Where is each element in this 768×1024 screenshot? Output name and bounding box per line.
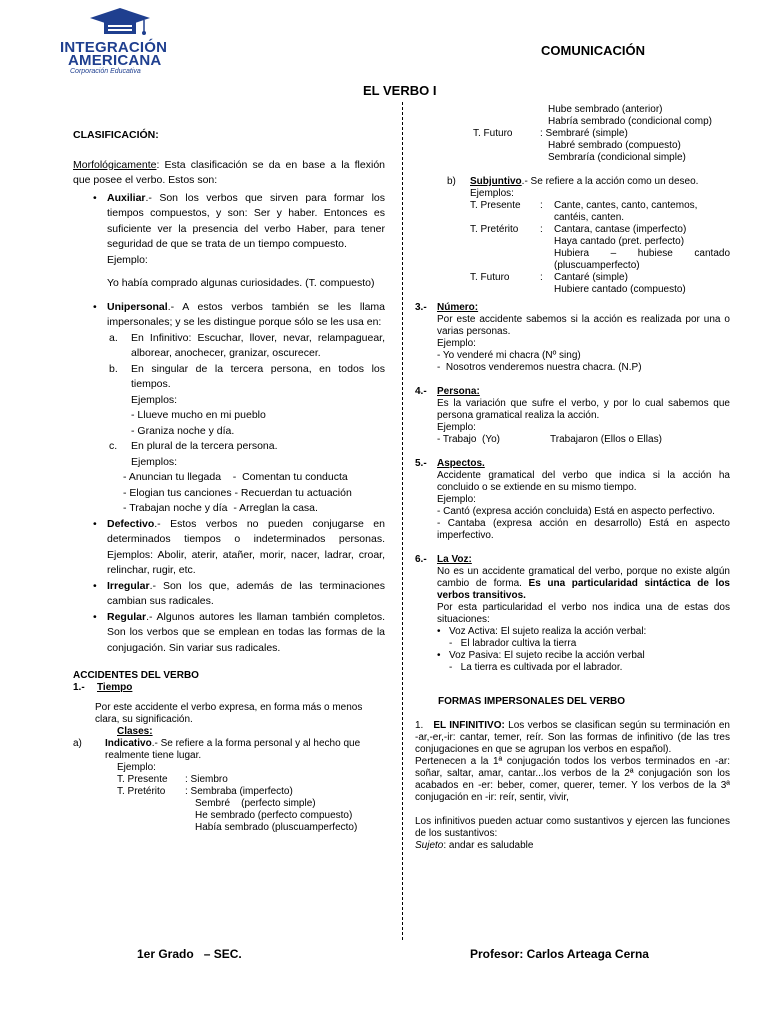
- infinitivo-paragraph-3: Los infinitivos pueden actuar como sustantivos y ejercen las funciones de los sustantivos:: [415, 816, 730, 839]
- section-number: 6.-: [415, 554, 427, 565]
- indicativo-preterito-row: [73, 786, 385, 798]
- indicativo-preterito-4: Había sembrado (pluscuamperfecto): [195, 822, 358, 833]
- aspectos-example-2: - Cantaba (expresa acción en desarrollo) Está en aspecto imperfectivo.: [437, 518, 730, 541]
- indicativo-futuro-row: [415, 128, 730, 140]
- auxiliar-example: Yo había comprado algunas curiosidades. (T. compuesto): [107, 277, 375, 289]
- indicativo-preterito-2: Sembré (perfecto simple): [195, 798, 316, 809]
- subjuntivo-preterito-2: Haya cantado (pret. perfecto): [554, 236, 685, 247]
- unipersonal-b-example-label: Ejemplos:: [131, 393, 178, 406]
- unipersonal-item-c: [73, 439, 385, 455]
- tense-value: Cante, cantes, canto, cantemos, cantéis, canten.: [554, 200, 698, 223]
- infinitivo-text: Los verbos se clasifican según su terminación en -ar,-er,-ir: cantar, temer, reír. Son las formas de infinitivo (de las tres conjugaciones en que se agrupan los verbos en español).: [415, 720, 730, 755]
- subjuntivo-preterito-row: [415, 224, 730, 236]
- indicativo-preterito-3: He sembrado (perfecto compuesto): [195, 810, 353, 821]
- voz-text-bold: Es una particularidad sintáctica de los verbos transitivos.: [437, 578, 730, 601]
- subjuntivo-example-label: Ejemplos:: [470, 188, 514, 199]
- auxiliar-text: .- Son los verbos que sirven para formar los tiempos compuestos, y son: Ser y haber. Entonces es suficiente ver la presencia del verbo Haber, para tener seguridad de que se trata de un tiempo compuesto.: [107, 191, 385, 250]
- sujeto-example: [415, 840, 730, 852]
- accident-label: Tiempo: [97, 682, 133, 693]
- unipersonal-item-a: [73, 331, 385, 362]
- numero-example-1: - Yo venderé mi chacra (Nº sing): [437, 350, 581, 361]
- section-number: 5.-: [415, 458, 427, 469]
- left-column: [73, 128, 385, 834]
- subjuntivo-text: .- Se refiere a la acción como un deseo.: [521, 176, 699, 187]
- section-number: 3.-: [415, 302, 427, 313]
- list-item-defectivo: [73, 517, 385, 579]
- section-number: 4.-: [415, 386, 427, 397]
- persona-example-1: - Trabajo (Yo): [437, 434, 500, 445]
- unipersonal-item-b: [73, 362, 385, 393]
- auxiliar-label: Auxiliar: [107, 191, 146, 204]
- defectivo-label: Defectivo: [107, 517, 155, 530]
- indicativo-presente-row: [73, 774, 385, 786]
- voz-activa-example: - El labrador cultiva la tierra: [449, 638, 577, 649]
- indicativo-preterito-6: Habría sembrado (condicional comp): [548, 116, 712, 127]
- section-label: Número:: [437, 302, 479, 313]
- logo-line2: AMERICANA: [68, 52, 162, 69]
- tense-value: : Sembraba (imperfecto): [185, 786, 293, 797]
- voz-pasiva-text: Voz Pasiva: El sujeto recibe la acción verbal: [449, 650, 645, 661]
- list-item-regular: [73, 610, 385, 657]
- indicativo-example-label: Ejemplo:: [117, 762, 156, 773]
- voz-pasiva-item: • Voz Pasiva: El sujeto recibe la acción verbal: [437, 650, 645, 661]
- morphology-text: : Esta clasificación se da en base a la flexión que posee el verbo. Estos son:: [73, 158, 385, 186]
- voz-heading: [415, 554, 730, 566]
- infinitivo-label: EL INFINITIVO:: [433, 720, 505, 731]
- morphology-paragraph: [73, 158, 385, 189]
- persona-example-label: Ejemplo:: [437, 422, 476, 433]
- voz-activa-item: • Voz Activa: El sujeto realiza la acción verbal:: [437, 626, 647, 637]
- tense-value: : Siembro: [185, 774, 228, 785]
- item-text: En plural de la tercera persona.: [131, 440, 278, 452]
- irregular-label: Irregular: [107, 579, 150, 592]
- indicativo-text: .- Se refiere a la forma personal y al hecho que realmente tiene lugar.: [105, 738, 361, 761]
- logo-line1: INTEGRACIÓN: [60, 39, 168, 56]
- footer-teacher: Profesor: Carlos Arteaga Cerna: [470, 947, 649, 961]
- section-label: Persona:: [437, 386, 480, 397]
- tense-colon: :: [540, 272, 543, 283]
- item-letter: b): [447, 176, 456, 187]
- tense-label: T. Presente: [470, 200, 521, 211]
- defectivo-text: .- Estos verbos no pueden conjugarse en determinados tiempos o indeterminados personas. Ejemplos: Abolir, aterir, atañer, morir, nacer, ladrar, croar, relinchar, rugir, etc.: [107, 517, 385, 576]
- numero-example-2: - Nosotros venderemos nuestra chacra. (N.P): [437, 362, 642, 373]
- tense-colon: :: [540, 200, 543, 211]
- unipersonal-b-example-1: - Llueve mucho en mi pueblo: [131, 409, 266, 421]
- tense-label: T. Pretérito: [117, 786, 166, 797]
- item-text: En Infinitivo: Escuchar, llover, nevar, relampaguear, alborear, anochecer, granizar, oscurecer.: [131, 331, 385, 359]
- aspectos-heading: [415, 458, 730, 470]
- irregular-text: .- Son los que, además de las terminaciones cambian sus radicales.: [107, 579, 385, 607]
- item-letter: c.: [109, 440, 118, 452]
- indicativo-futuro-2: Habré sembrado (compuesto): [548, 140, 681, 151]
- infinitivo-paragraph-2: Pertenecen a la 1ª conjugación todos los verbos terminados en -ar: soñar, saltar, amar, cantar...los verbos de la 2ª conjugación son los acabados en -er: beber, comer, querer, temer. Y los verbos de la 3ª conjugación en -ir: reír, sentir, vivir,: [415, 756, 730, 803]
- unipersonal-c-example-label: Ejemplos:: [131, 455, 178, 468]
- column-divider: [402, 102, 403, 940]
- tense-label: T. Futuro: [473, 128, 513, 139]
- footer-grade: 1er Grado – SEC.: [137, 947, 242, 961]
- subjuntivo-preterito-3: Hubiera – hubiese cantado (pluscuamperfecto): [554, 248, 730, 271]
- persona-text: Es la variación que sufre el verbo, y por lo cual sabemos que persona gramatical realiza la acción.: [437, 398, 730, 421]
- voz-text-plain: No es un accidente gramatical del verbo, porque no existe algún cambio de forma.: [437, 566, 730, 589]
- item-letter: b.: [109, 362, 118, 375]
- subjuntivo-label: Subjuntivo: [470, 176, 522, 187]
- accident-number: 1.-: [73, 682, 85, 693]
- section-number: 1.: [415, 720, 424, 731]
- sujeto-label: Sujeto: [415, 840, 444, 851]
- clases-label: Clases:: [117, 726, 153, 737]
- infinitivo-paragraph: [415, 720, 730, 756]
- subjuntivo-futuro-2: Hubiere cantado (compuesto): [554, 284, 686, 295]
- list-item-unipersonal: [73, 300, 385, 331]
- subjuntivo-futuro-row: [415, 272, 730, 284]
- indicativo-item: [73, 738, 385, 762]
- subjuntivo-presente-row: [415, 200, 730, 224]
- unipersonal-b-example-2: - Graniza noche y día.: [131, 424, 235, 437]
- unipersonal-label: Unipersonal: [107, 300, 168, 313]
- unipersonal-text: .- A estos verbos también se les llama impersonales; y se les distingue porque sólo se les usa en:: [107, 300, 385, 328]
- indicativo-futuro-3: Sembraría (condicional simple): [548, 152, 686, 163]
- indicativo-preterito-5: Hube sembrado (anterior): [548, 104, 663, 115]
- item-letter: a): [73, 738, 82, 749]
- persona-example-2: Trabajaron (Ellos o Ellas): [550, 434, 662, 445]
- subjuntivo-item: [415, 176, 730, 188]
- graduation-cap-icon: [88, 6, 152, 38]
- item-letter: a.: [109, 331, 118, 344]
- numero-text: Por este accidente sabemos si la acción es realizada por una o varias personas.: [437, 314, 730, 337]
- numero-heading: [415, 302, 730, 314]
- morphology-label: Morfológicamente: [73, 158, 157, 171]
- section-heading-formas: FORMAS IMPERSONALES DEL VERBO: [438, 696, 626, 707]
- persona-heading: [415, 386, 730, 398]
- subject-title: COMUNICACIÓN: [541, 43, 645, 58]
- voz-activa-text: Voz Activa: El sujeto realiza la acción verbal:: [449, 626, 647, 637]
- tense-label: T. Presente: [117, 774, 168, 785]
- regular-text: .- Algunos autores les llaman también completos. Son los verbos que se emplean en todas las formas de la conjugación. Sin variar sus radicales.: [107, 610, 385, 654]
- accident-1-text: Por este accidente el verbo expresa, en forma más o menos clara, su significación.: [95, 702, 363, 725]
- tense-colon: :: [540, 224, 543, 235]
- persona-example-row: [415, 434, 730, 446]
- voz-pasiva-example: - La tierra es cultivada por el labrador.: [449, 662, 623, 673]
- aspectos-text: Accidente gramatical del verbo que indica si la acción ha concluido o se extiende en su mismo tiempo.: [437, 470, 730, 493]
- section-heading-accidentes: ACCIDENTES DEL VERBO: [73, 670, 199, 681]
- regular-label: Regular: [107, 610, 147, 623]
- item-text: En singular de la tercera persona, en todos los tiempos.: [131, 362, 385, 390]
- unipersonal-c-example-3: - Trabajan noche y día - Arreglan la casa.: [123, 502, 318, 514]
- school-logo: [60, 6, 180, 80]
- unipersonal-c-example-2: - Elogian tus canciones - Recuerdan tu actuación: [123, 486, 352, 499]
- unipersonal-c-example-1: - Anuncian tu llegada - Comentan tu conducta: [123, 471, 348, 483]
- tense-label: T. Pretérito: [470, 224, 519, 235]
- accident-1-heading: [73, 682, 385, 694]
- list-item-auxiliar: [73, 191, 385, 253]
- aspectos-example-1: - Cantó (expresa acción concluida) Está en aspecto perfectivo.: [437, 506, 715, 517]
- logo-tagline: Corporación Educativa: [70, 68, 141, 75]
- tense-value: : Sembraré (simple): [540, 128, 628, 139]
- section-label: Aspectos.: [437, 458, 485, 469]
- tense-value: Cantaré (simple): [554, 272, 628, 283]
- section-label: La Voz:: [437, 554, 472, 565]
- voz-text: [415, 566, 730, 602]
- tense-value: Cantara, cantase (imperfecto): [554, 224, 687, 235]
- aspectos-example-label: Ejemplo:: [437, 494, 476, 505]
- voz-text-2: Por esta particularidad el verbo nos indica una de estas dos situaciones:: [437, 602, 730, 625]
- list-item-irregular: [73, 579, 385, 610]
- auxiliar-example-label: Ejemplo:: [107, 253, 148, 266]
- right-column: [415, 104, 730, 852]
- numero-example-label: Ejemplo:: [437, 338, 476, 349]
- section-heading-clasificacion: CLASIFICACIÓN:: [73, 129, 159, 141]
- sujeto-text: : andar es saludable: [443, 840, 534, 851]
- page-title: EL VERBO I: [363, 83, 437, 98]
- tense-label: T. Futuro: [470, 272, 510, 283]
- indicativo-label: Indicativo: [105, 738, 152, 749]
